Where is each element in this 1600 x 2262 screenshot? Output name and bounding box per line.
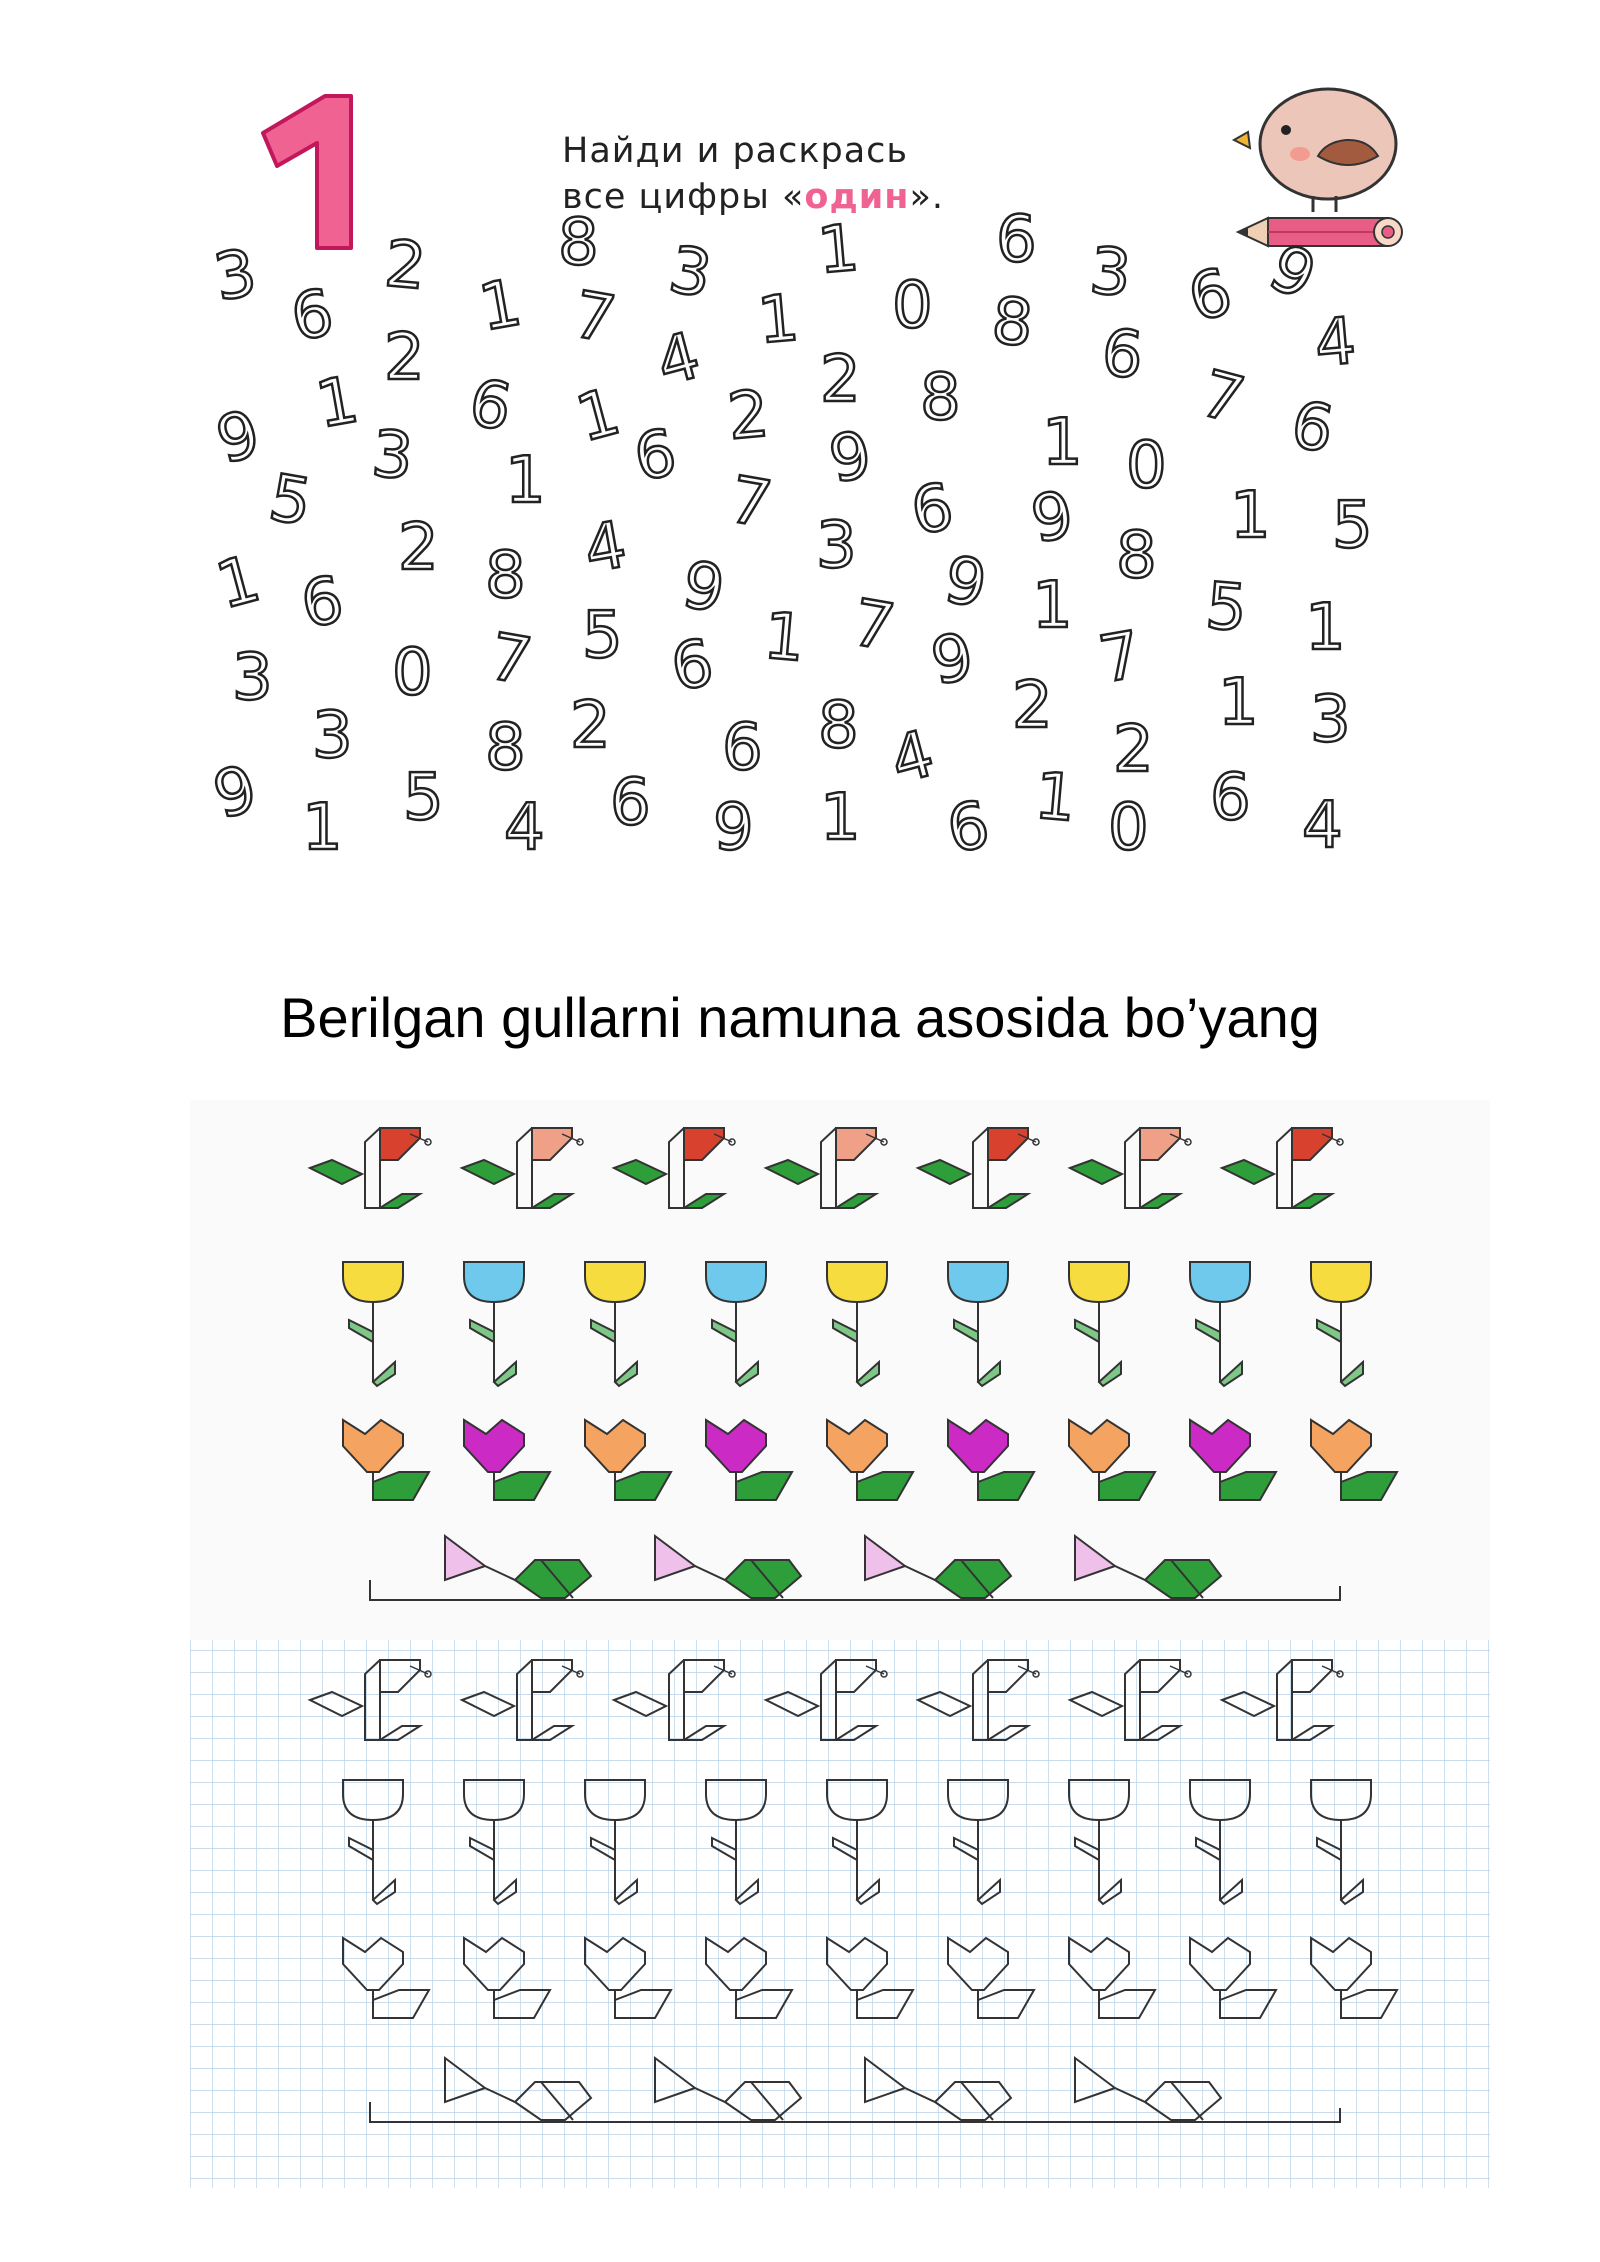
puzzle-digit-8[interactable]: 8 [558,206,599,280]
puzzle-digit-3[interactable]: 3 [1086,234,1134,312]
puzzle-digit-7[interactable]: 7 [1193,356,1252,440]
puzzle-digit-7[interactable]: 7 [723,463,777,543]
puzzle-digit-6[interactable]: 6 [1181,254,1240,338]
puzzle-digit-1[interactable]: 1 [754,281,802,359]
puzzle-digit-9[interactable]: 9 [713,791,754,865]
flower-pattern-worksheet [190,1100,1490,2188]
puzzle-digit-0[interactable]: 0 [1126,429,1167,503]
puzzle-digit-7[interactable]: 7 [1093,618,1147,698]
puzzle-digit-1[interactable]: 1 [1305,591,1346,665]
puzzle-digit-3[interactable]: 3 [1310,683,1351,757]
puzzle-digit-0[interactable]: 0 [892,269,933,343]
puzzle-digit-4[interactable]: 4 [883,716,942,800]
instruction-line-1: Найди и раскрась [562,131,909,171]
puzzle-digit-6[interactable]: 6 [941,788,995,868]
puzzle-digit-2[interactable]: 2 [820,343,861,417]
puzzle-digit-6[interactable]: 6 [1210,761,1251,835]
puzzle-digit-1[interactable]: 1 [814,211,862,289]
task2-heading: Berilgan gullarni namuna asosida bo’yang [280,986,1320,1049]
puzzle-digit-2[interactable]: 2 [1113,713,1154,787]
puzzle-digit-6[interactable]: 6 [628,416,682,496]
puzzle-digit-9[interactable]: 9 [1025,478,1079,558]
puzzle-digit-6[interactable]: 6 [722,711,763,785]
puzzle-digit-3[interactable]: 3 [368,417,416,495]
instruction-line-2: все цифры «один». [562,177,944,217]
puzzle-digit-6[interactable]: 6 [295,563,349,643]
puzzle-digit-6[interactable]: 6 [996,203,1037,277]
puzzle-digit-4[interactable]: 4 [504,791,545,865]
puzzle-digit-1[interactable]: 1 [473,266,527,346]
puzzle-digit-3[interactable]: 3 [312,699,353,773]
puzzle-digit-3[interactable]: 3 [816,509,857,583]
puzzle-digit-2[interactable]: 2 [724,377,772,455]
puzzle-digit-6[interactable]: 6 [463,366,517,446]
puzzle-digit-2[interactable]: 2 [570,689,611,763]
puzzle-digit-1[interactable]: 1 [569,374,628,458]
puzzle-digit-4[interactable]: 4 [1311,304,1359,382]
puzzle-digit-7[interactable]: 7 [483,620,537,700]
puzzle-digit-6[interactable]: 6 [1285,388,1339,468]
puzzle-digit-2[interactable]: 2 [398,511,439,585]
puzzle-digit-8[interactable]: 8 [818,689,859,763]
puzzle-digit-8[interactable]: 8 [1116,519,1157,593]
puzzle-digit-9[interactable]: 9 [1258,230,1327,316]
puzzle-digit-1[interactable]: 1 [1218,666,1259,740]
puzzle-digit-1[interactable]: 1 [310,363,364,443]
puzzle-digit-7[interactable]: 7 [846,586,900,666]
puzzle-digit-0[interactable]: 0 [1108,791,1149,865]
puzzle-digit-2[interactable]: 2 [1012,669,1053,743]
puzzle-digit-5[interactable]: 5 [582,599,623,673]
puzzle-digit-4[interactable]: 4 [578,508,632,588]
puzzle-digit-6[interactable]: 6 [665,626,719,706]
puzzle-digit-1[interactable]: 1 [1230,479,1271,553]
puzzle-digit-3[interactable]: 3 [232,641,273,715]
puzzle-digit-6[interactable]: 6 [285,276,339,356]
puzzle-digit-8[interactable]: 8 [988,284,1036,362]
puzzle-digit-1[interactable]: 1 [820,781,861,855]
puzzle-digit-9[interactable]: 9 [206,751,265,835]
puzzle-digit-4[interactable]: 4 [649,318,708,402]
puzzle-digit-5[interactable]: 5 [263,461,317,541]
puzzle-digit-1[interactable]: 1 [1042,406,1083,480]
puzzle-digit-8[interactable]: 8 [485,539,526,613]
puzzle-digit-4[interactable]: 4 [1302,789,1343,863]
puzzle-digit-0[interactable]: 0 [392,636,433,710]
puzzle-digit-6[interactable]: 6 [610,766,651,840]
puzzle-digit-3[interactable]: 3 [663,233,717,313]
puzzle-digit-1[interactable]: 1 [302,791,343,865]
puzzle-digit-8[interactable]: 8 [485,711,526,785]
puzzle-digit-2[interactable]: 2 [384,321,425,395]
puzzle-digit-9[interactable]: 9 [938,543,992,623]
puzzle-digit-5[interactable]: 5 [403,761,444,835]
puzzle-digit-1[interactable]: 1 [505,444,546,518]
puzzle-digit-1[interactable]: 1 [209,541,268,625]
puzzle-digit-1[interactable]: 1 [760,599,808,677]
puzzle-digit-7[interactable]: 7 [567,278,621,358]
grid-area [190,1640,1490,2188]
puzzle-digit-9[interactable]: 9 [925,620,979,700]
puzzle-digit-9[interactable]: 9 [676,548,730,628]
puzzle-digit-8[interactable]: 8 [920,361,961,435]
puzzle-digit-5[interactable]: 5 [1332,489,1373,563]
puzzle-digit-5[interactable]: 5 [1202,569,1250,647]
puzzle-digit-6[interactable]: 6 [1098,316,1146,394]
puzzle-digit-1[interactable]: 1 [1031,759,1079,837]
puzzle-digit-2[interactable]: 2 [381,227,429,305]
instruction-highlight: один [804,177,910,217]
puzzle-digit-9[interactable]: 9 [823,418,877,498]
puzzle-digit-6[interactable]: 6 [905,470,959,550]
puzzle-digit-3[interactable]: 3 [208,236,262,316]
puzzle-digit-1[interactable]: 1 [1032,569,1073,643]
digit-search-field [0,0,1600,950]
puzzle-digit-9[interactable]: 9 [209,396,268,480]
